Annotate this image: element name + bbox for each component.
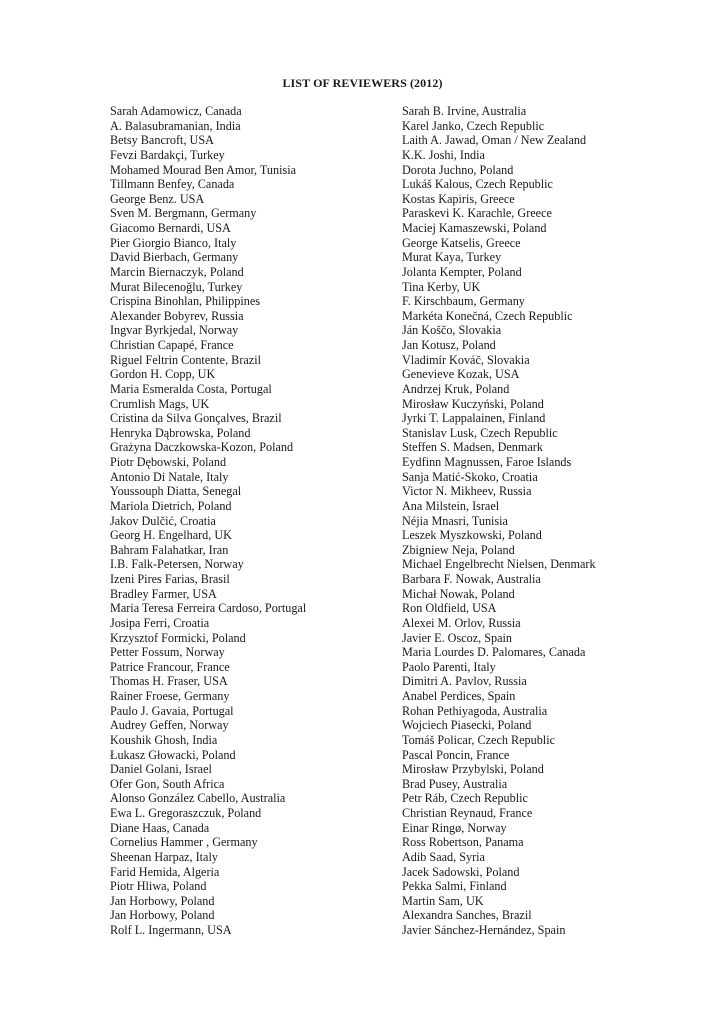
reviewer-entry: Antonio Di Natale, Italy: [110, 469, 229, 484]
reviewer-entry: Giacomo Bernardi, USA: [110, 221, 231, 235]
reviewer-entry: Riguel Feltrin Contente, Brazil: [110, 352, 261, 367]
reviewer-entry: Christian Capapé, France: [110, 338, 234, 352]
reviewer-entry: Martin Sam, UK: [402, 893, 484, 908]
reviewer-entry: Bahram Falahatkar, Iran: [110, 542, 229, 557]
reviewer-entry: Piotr Dębowski, Poland: [110, 455, 227, 469]
reviewer-entry: Krzysztof Formicki, Poland: [110, 630, 246, 645]
reviewer-entry: Sanja Matić-Skoko, Croatia: [402, 469, 538, 484]
reviewer-entry: Wojciech Piasecki, Poland: [402, 718, 532, 733]
reviewer-entry: Cristina da Silva Gonçalves, Brazil: [110, 411, 282, 426]
reviewer-entry: Kostas Kapiris, Greece: [402, 191, 515, 206]
reviewer-entry: Alexandra Sanches, Brazil: [402, 908, 532, 923]
reviewer-entry: Pascal Poncin, France: [402, 747, 510, 762]
reviewer-entry: Ewa L. Gregoraszczuk, Poland: [110, 806, 262, 820]
reviewer-entry: Anabel Perdices, Spain: [402, 689, 516, 703]
reviewer-entry: Koushik Ghosh, India: [110, 732, 218, 747]
reviewer-entry: Ana Milstein, Israel: [402, 498, 500, 513]
reviewer-entry: David Bierbach, Germany: [110, 250, 239, 265]
reviewer-entry: Rainer Froese, Germany: [110, 689, 230, 703]
reviewer-entry: Daniel Golani, Israel: [110, 762, 212, 777]
reviewer-entry: Ingvar Byrkjedal, Norway: [110, 323, 239, 338]
reviewer-entry: Bradley Farmer, USA: [110, 586, 217, 601]
reviewer-entry: Farid Hemida, Algeria: [110, 864, 220, 879]
reviewer-entry: Andrzej Kruk, Poland: [402, 381, 510, 396]
reviewer-entry: Jyrki T. Lappalainen, Finland: [402, 411, 546, 426]
reviewer-entry: Tomáš Policar, Czech Republic: [402, 732, 555, 747]
reviewer-entry: Ján Koščo, Slovakia: [402, 323, 502, 338]
reviewer-entry: Zbigniew Neja, Poland: [402, 542, 515, 557]
reviewer-entry: Alexei M. Orlov, Russia: [402, 615, 521, 630]
reviewer-entry: Georg H. Engelhard, UK: [110, 528, 232, 543]
reviewer-entry: Dimitri A. Pavlov, Russia: [402, 674, 527, 689]
reviewer-list-right: [402, 104, 596, 938]
reviewer-entry: Izeni Pires Farias, Brasil: [110, 572, 230, 586]
reviewer-entry: Victor N. Mikheev, Russia: [402, 484, 532, 499]
reviewer-entry: Jan Horbowy, Poland: [110, 908, 215, 923]
reviewer-entry: George Katselis, Greece: [402, 235, 521, 250]
reviewer-entry: Brad Pusey, Australia: [402, 776, 508, 791]
reviewer-entry: Sven M. Bergmann, Germany: [110, 206, 257, 221]
reviewer-entry: Murat Kaya, Turkey: [402, 250, 502, 265]
reviewer-entry: Javier E. Oscoz, Spain: [402, 630, 512, 645]
reviewer-entry: Crumlish Mags, UK: [110, 396, 210, 411]
reviewer-entry: Sarah Adamowicz, Canada: [110, 104, 242, 118]
reviewer-entry: Paulo J. Gavaia, Portugal: [110, 703, 234, 718]
reviewer-entry: Michał Nowak, Poland: [402, 586, 515, 601]
reviewer-entry: Pekka Salmi, Finland: [402, 879, 507, 894]
reviewer-entry: Sheenan Harpaz, Italy: [110, 849, 218, 864]
reviewer-entry: Leszek Myszkowski, Poland: [402, 528, 542, 543]
reviewer-entry: Alexander Bobyrev, Russia: [110, 308, 244, 323]
reviewer-entry: Eydfinn Magnussen, Faroe Islands: [402, 455, 572, 469]
reviewer-entry: Pier Giorgio Bianco, Italy: [110, 235, 237, 250]
reviewer-entry: Dorota Juchno, Poland: [402, 162, 514, 177]
reviewer-entry: Javier Sánchez-Hernández, Spain: [402, 923, 566, 937]
reviewer-entry: Lukáš Kalous, Czech Republic: [402, 177, 553, 192]
reviewer-entry: Marcin Biernaczyk, Poland: [110, 264, 244, 279]
reviewer-entry: Barbara F. Nowak, Australia: [402, 572, 541, 586]
reviewer-entry: Jacek Sadowski, Poland: [402, 864, 520, 879]
reviewer-entry: Paolo Parenti, Italy: [402, 659, 496, 674]
reviewer-entry: Ofer Gon, South Africa: [110, 776, 225, 791]
reviewer-entry: Maria Teresa Ferreira Cardoso, Portugal: [110, 601, 307, 616]
reviewer-entry: Laith A. Jawad, Oman / New Zealand: [402, 133, 587, 148]
page-title: LIST OF REVIEWERS (2012): [282, 76, 443, 90]
reviewer-entry: Jan Horbowy, Poland: [110, 893, 215, 908]
reviewer-entry: Michael Engelbrecht Nielsen, Denmark: [402, 557, 596, 572]
reviewer-entry: Grażyna Daczkowska-Kozon, Poland: [110, 440, 294, 455]
reviewer-entry: Fevzi Bardakçi, Turkey: [110, 147, 225, 162]
reviewer-entry: Néjia Mnasri, Tunisia: [402, 513, 508, 528]
reviewer-entry: Murat Bilecenoğlu, Turkey: [110, 279, 243, 294]
reviewer-entry: Maria Lourdes D. Palomares, Canada: [402, 645, 586, 660]
reviewer-entry: F. Kirschbaum, Germany: [402, 294, 525, 309]
reviewer-entry: Jakov Dulčić, Croatia: [110, 513, 216, 528]
reviewer-entry: Vladimír Kováč, Slovakia: [402, 352, 530, 367]
reviewer-entry: I.B. Falk-Petersen, Norway: [110, 557, 244, 572]
reviewer-entry: Gordon H. Copp, UK: [110, 367, 216, 382]
reviewer-entry: Piotr Hliwa, Poland: [110, 879, 207, 894]
reviewer-entry: Alonso González Cabello, Australia: [110, 791, 286, 806]
reviewer-entry: Einar Ringø, Norway: [402, 820, 507, 835]
reviewer-entry: Petr Ráb, Czech Republic: [402, 791, 528, 806]
reviewer-entry: K.K. Joshi, India: [402, 147, 485, 162]
reviewer-entry: Crispina Binohlan, Philippines: [110, 294, 260, 309]
reviewer-entry: A. Balasubramanian, India: [110, 118, 241, 133]
reviewer-entry: Mohamed Mourad Ben Amor, Tunisia: [110, 162, 297, 177]
reviewer-entry: Jan Kotusz, Poland: [402, 338, 496, 352]
reviewer-entry: Adib Saad, Syria: [402, 849, 485, 864]
reviewer-entry: Łukasz Głowacki, Poland: [110, 747, 236, 762]
reviewer-entry: Ross Robertson, Panama: [402, 835, 524, 850]
reviewer-entry: Christian Reynaud, France: [402, 806, 533, 820]
reviewer-entry: Steffen S. Madsen, Denmark: [402, 440, 543, 455]
reviewer-entry: Audrey Geffen, Norway: [110, 718, 229, 733]
reviewer-entry: Henryka Dąbrowska, Poland: [110, 425, 251, 440]
reviewer-entry: Betsy Bancroft, USA: [110, 133, 214, 148]
reviewer-entry: Karel Janko, Czech Republic: [402, 118, 545, 133]
reviewer-entry: Josipa Ferri, Croatia: [110, 615, 210, 630]
reviewer-entry: Rolf L. Ingermann, USA: [110, 923, 232, 937]
reviewer-entry: Thomas H. Fraser, USA: [110, 674, 228, 689]
reviewer-entry: Genevieve Kozak, USA: [402, 367, 520, 382]
reviewer-entry: Tina Kerby, UK: [402, 279, 481, 294]
reviewer-entry: Paraskevi K. Karachle, Greece: [402, 206, 552, 221]
reviewer-entry: Petter Fossum, Norway: [110, 645, 225, 660]
reviewer-entry: Markéta Konečná, Czech Republic: [402, 308, 573, 323]
reviewer-entry: Maria Esmeralda Costa, Portugal: [110, 381, 272, 396]
reviewer-entry: Patrice Francour, France: [110, 659, 230, 674]
reviewer-entry: Tillmann Benfey, Canada: [110, 177, 235, 192]
reviewer-entry: George Benz. USA: [110, 191, 205, 206]
reviewer-entry: Cornelius Hammer , Germany: [110, 835, 258, 850]
reviewer-entry: Sarah B. Irvine, Australia: [402, 104, 527, 118]
reviewer-entry: Jolanta Kempter, Poland: [402, 264, 522, 279]
reviewer-entry: Ron Oldfield, USA: [402, 601, 497, 616]
reviewer-entry: Diane Haas, Canada: [110, 820, 210, 835]
reviewer-entry: Maciej Kamaszewski, Poland: [402, 221, 547, 235]
reviewer-entry: Youssouph Diatta, Senegal: [110, 484, 242, 499]
reviewer-list-left: [110, 104, 306, 938]
reviewer-entry: Rohan Pethiyagoda, Australia: [402, 703, 548, 718]
reviewer-entry: Mariola Dietrich, Poland: [110, 498, 232, 513]
reviewer-entry: Stanislav Lusk, Czech Republic: [402, 425, 558, 440]
reviewer-entry: Mirosław Kuczyński, Poland: [402, 396, 544, 411]
reviewer-entry: Mirosław Przybylski, Poland: [402, 762, 544, 777]
